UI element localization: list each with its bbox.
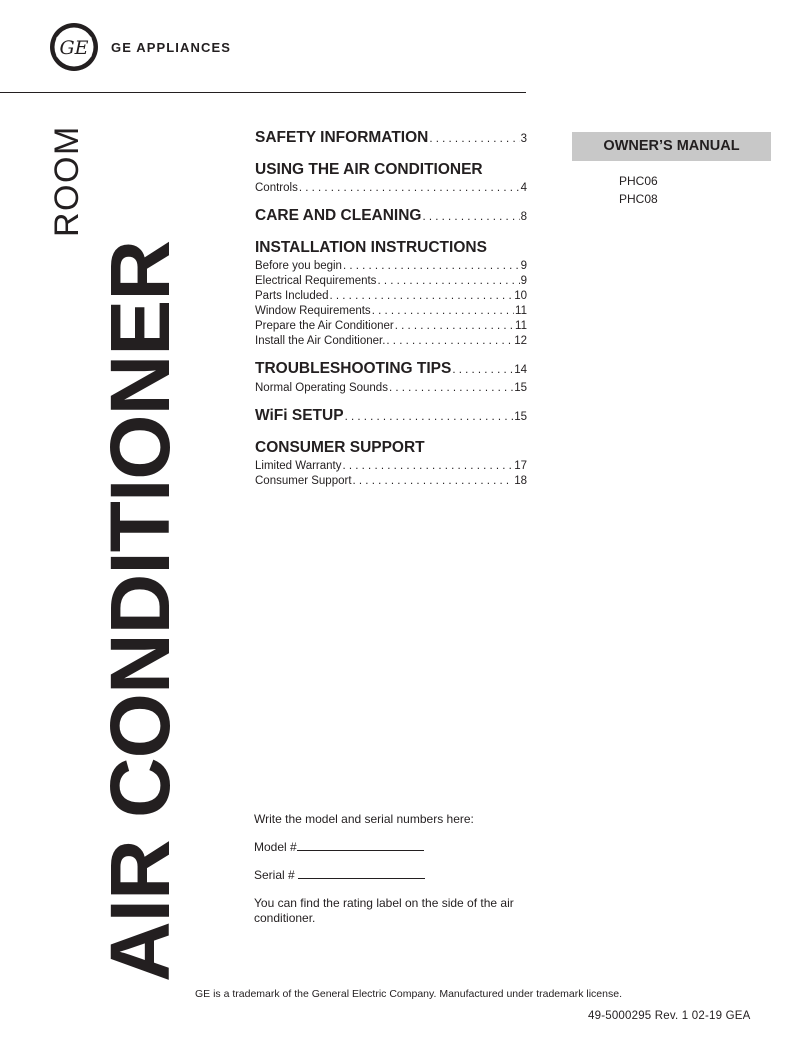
page-number: 10 (514, 290, 527, 302)
toc-section-wifi (255, 405, 527, 428)
dot-leader (452, 359, 513, 381)
dot-leader (429, 128, 519, 150)
toc-heading[interactable]: CONSUMER SUPPORT (255, 439, 425, 456)
dot-leader (343, 259, 520, 274)
toc-item[interactable] (255, 381, 527, 396)
serial-label: Serial # (254, 868, 295, 882)
toc-item[interactable] (255, 274, 527, 289)
toc-section-troubleshooting (255, 358, 527, 396)
toc-section-installation (255, 237, 527, 349)
document-number: 49-5000295 Rev. 1 02-19 GEA (588, 1010, 751, 1022)
toc-heading-row[interactable] (255, 127, 527, 150)
toc-item[interactable] (255, 289, 527, 304)
toc-heading: WiFi SETUP (255, 407, 344, 424)
serial-write-line[interactable] (298, 877, 425, 879)
header-divider (0, 92, 526, 93)
dot-leader (330, 289, 514, 304)
logo-text: GE (59, 37, 89, 59)
dot-leader (395, 319, 514, 334)
toc-heading[interactable]: INSTALLATION INSTRUCTIONS (255, 239, 487, 256)
dot-leader (377, 274, 519, 289)
title-air-conditioner: AIR CONDITIONER (93, 241, 187, 982)
page-number: 11 (515, 320, 527, 332)
title-room: ROOM (48, 125, 86, 237)
toc-item-label: Normal Operating Sounds (255, 382, 388, 394)
dot-leader (372, 304, 514, 319)
toc-item-label: Electrical Requirements (255, 275, 377, 287)
toc-item[interactable] (255, 259, 527, 274)
toc-heading-row[interactable] (255, 358, 527, 381)
toc-item-label: Consumer Support (255, 475, 352, 487)
page-number: 8 (520, 211, 527, 223)
dot-leader (353, 474, 514, 489)
form-intro: Write the model and serial numbers here: (254, 812, 474, 826)
page-number: 11 (515, 305, 527, 317)
serial-field-row (254, 868, 514, 883)
model-field-row (254, 840, 514, 855)
toc-heading-row[interactable] (255, 405, 527, 428)
toc-item-label: Before you begin (255, 260, 342, 272)
toc-heading[interactable]: USING THE AIR CONDITIONER (255, 161, 483, 178)
toc-heading-row[interactable] (255, 205, 527, 228)
toc-section-using (255, 159, 527, 196)
toc-item-label: Parts Included (255, 290, 329, 302)
toc-item-label: Controls (255, 182, 298, 194)
model-number: PHC08 (619, 192, 658, 206)
model-list (619, 172, 658, 208)
toc-heading: TROUBLESHOOTING TIPS (255, 360, 452, 377)
model-label: Model # (254, 840, 297, 854)
brand-name: GE APPLIANCES (111, 40, 232, 55)
toc-item[interactable] (255, 334, 527, 349)
toc-item-label: Window Requirements (255, 305, 371, 317)
toc-item-label: Limited Warranty (255, 460, 342, 472)
owners-manual-label: OWNER’S MANUAL (603, 138, 740, 154)
page-number: 14 (514, 364, 527, 376)
toc-heading: CARE AND CLEANING (255, 207, 422, 224)
toc-item[interactable] (255, 304, 527, 319)
dot-leader (345, 406, 514, 428)
dot-leader (299, 181, 520, 196)
toc-item[interactable] (255, 459, 527, 474)
page-number: 15 (514, 411, 527, 423)
toc-section-safety (255, 127, 527, 150)
ge-logo-icon (49, 22, 99, 72)
toc-item[interactable] (255, 319, 527, 334)
page-number: 17 (514, 460, 527, 472)
toc-section-consumer (255, 437, 527, 489)
toc-item[interactable] (255, 181, 527, 196)
dot-leader (386, 334, 513, 349)
dot-leader (343, 459, 514, 474)
page-number: 3 (520, 133, 527, 145)
toc-section-care (255, 205, 527, 228)
model-write-line[interactable] (297, 849, 424, 851)
page-number: 4 (520, 182, 527, 194)
page-number: 18 (514, 475, 527, 487)
page-number: 12 (514, 335, 527, 347)
trademark-notice: GE is a trademark of the General Electric Company. Manufactured under trademark license. (195, 988, 622, 1000)
table-of-contents (255, 127, 527, 498)
toc-item[interactable] (255, 474, 527, 489)
dot-leader (422, 206, 519, 228)
page-number: 9 (520, 275, 527, 287)
page-number: 9 (520, 260, 527, 272)
dot-leader (389, 381, 513, 396)
rating-note: You can find the rating label on the side of the air conditioner. (254, 896, 514, 925)
model-serial-form (254, 812, 514, 939)
model-number: PHC06 (619, 174, 658, 188)
toc-item-label: Prepare the Air Conditioner (255, 320, 394, 332)
toc-item-label: Install the Air Conditioner. (255, 335, 386, 347)
toc-heading: SAFETY INFORMATION (255, 129, 429, 146)
page-number: 15 (514, 382, 527, 394)
